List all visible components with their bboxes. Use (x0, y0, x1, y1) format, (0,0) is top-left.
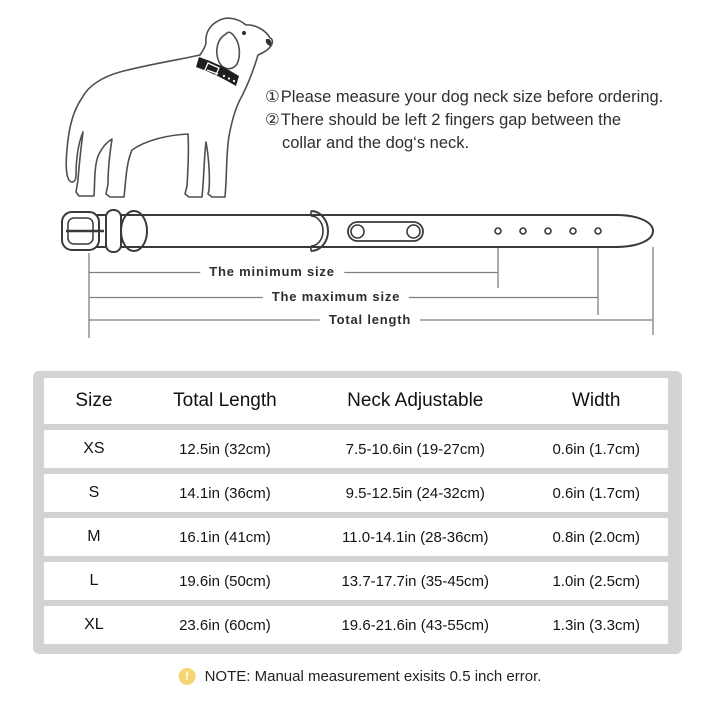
cell-width: 0.8in (2.0cm) (552, 528, 640, 546)
header-cell-total-length: Total Length (173, 390, 277, 411)
header-cell-neck-adjustable: Neck Adjustable (347, 390, 484, 411)
cell-total-length: 12.5in (32cm) (179, 440, 271, 458)
instruction-1-text: Please measure your dog neck size before ordering. (280, 88, 664, 106)
cell-neck-adjustable: 13.7-17.7in (35-45cm) (341, 572, 490, 590)
dog-eye (242, 31, 246, 35)
minimum-size-label: The minimum size (200, 264, 344, 279)
cell-neck-adjustable: 7.5-10.6in (19-27cm) (345, 440, 485, 458)
size-row-s (44, 474, 668, 512)
dog-body-outline (66, 18, 272, 197)
cell-neck-adjustable: 9.5-12.5in (24-32cm) (345, 484, 485, 502)
instruction-1-number: ① (265, 88, 280, 106)
cell-size: S (88, 484, 100, 501)
size-row-xs (44, 430, 668, 468)
size-row-xl (44, 606, 668, 644)
collar-keeper-loop (106, 210, 121, 252)
collar-buckle (62, 212, 104, 250)
instruction-2-text: There should be left 2 fingers gap between the (280, 111, 622, 129)
instructions (265, 86, 663, 155)
dog-illustration (50, 8, 300, 208)
cell-neck-adjustable: 11.0-14.1in (28-36cm) (342, 528, 489, 546)
cell-width: 1.3in (3.3cm) (552, 616, 640, 634)
cell-width: 0.6in (1.7cm) (552, 440, 640, 458)
measurement-note (179, 668, 542, 685)
maximum-size-label: The maximum size (263, 289, 409, 304)
cell-width: 0.6in (1.7cm) (552, 484, 640, 502)
cell-total-length: 14.1in (36cm) (179, 484, 271, 502)
cell-total-length: 19.6in (50cm) (179, 572, 271, 590)
cell-total-length: 16.1in (41cm) (179, 528, 271, 546)
instruction-2-number: ② (265, 111, 280, 129)
collar-name-plate (348, 222, 423, 241)
header-cell-width: Width (571, 390, 621, 411)
total-length-label: Total length (320, 312, 420, 327)
instruction-2 (265, 109, 663, 132)
note-text: NOTE: Manual measurement exisits 0.5 inch error. (204, 668, 542, 685)
exclamation-icon: ! (179, 668, 196, 685)
header-cell-size: Size (75, 390, 113, 411)
instruction-2-continued: collar and the dog‘s neck. (282, 134, 470, 152)
instruction-1 (265, 86, 663, 109)
size-row-m (44, 518, 668, 556)
size-chart-table (33, 371, 682, 654)
cell-width: 1.0in (2.5cm) (552, 572, 640, 590)
cell-total-length: 23.6in (60cm) (179, 616, 271, 634)
cell-size: XS (83, 440, 105, 457)
size-chart-header-row (44, 378, 668, 424)
cell-size: L (89, 572, 99, 589)
cell-size: M (87, 528, 101, 545)
size-row-l (44, 562, 668, 600)
cell-size: XL (84, 616, 104, 633)
cell-neck-adjustable: 19.6-21.6in (43-55cm) (341, 616, 490, 634)
